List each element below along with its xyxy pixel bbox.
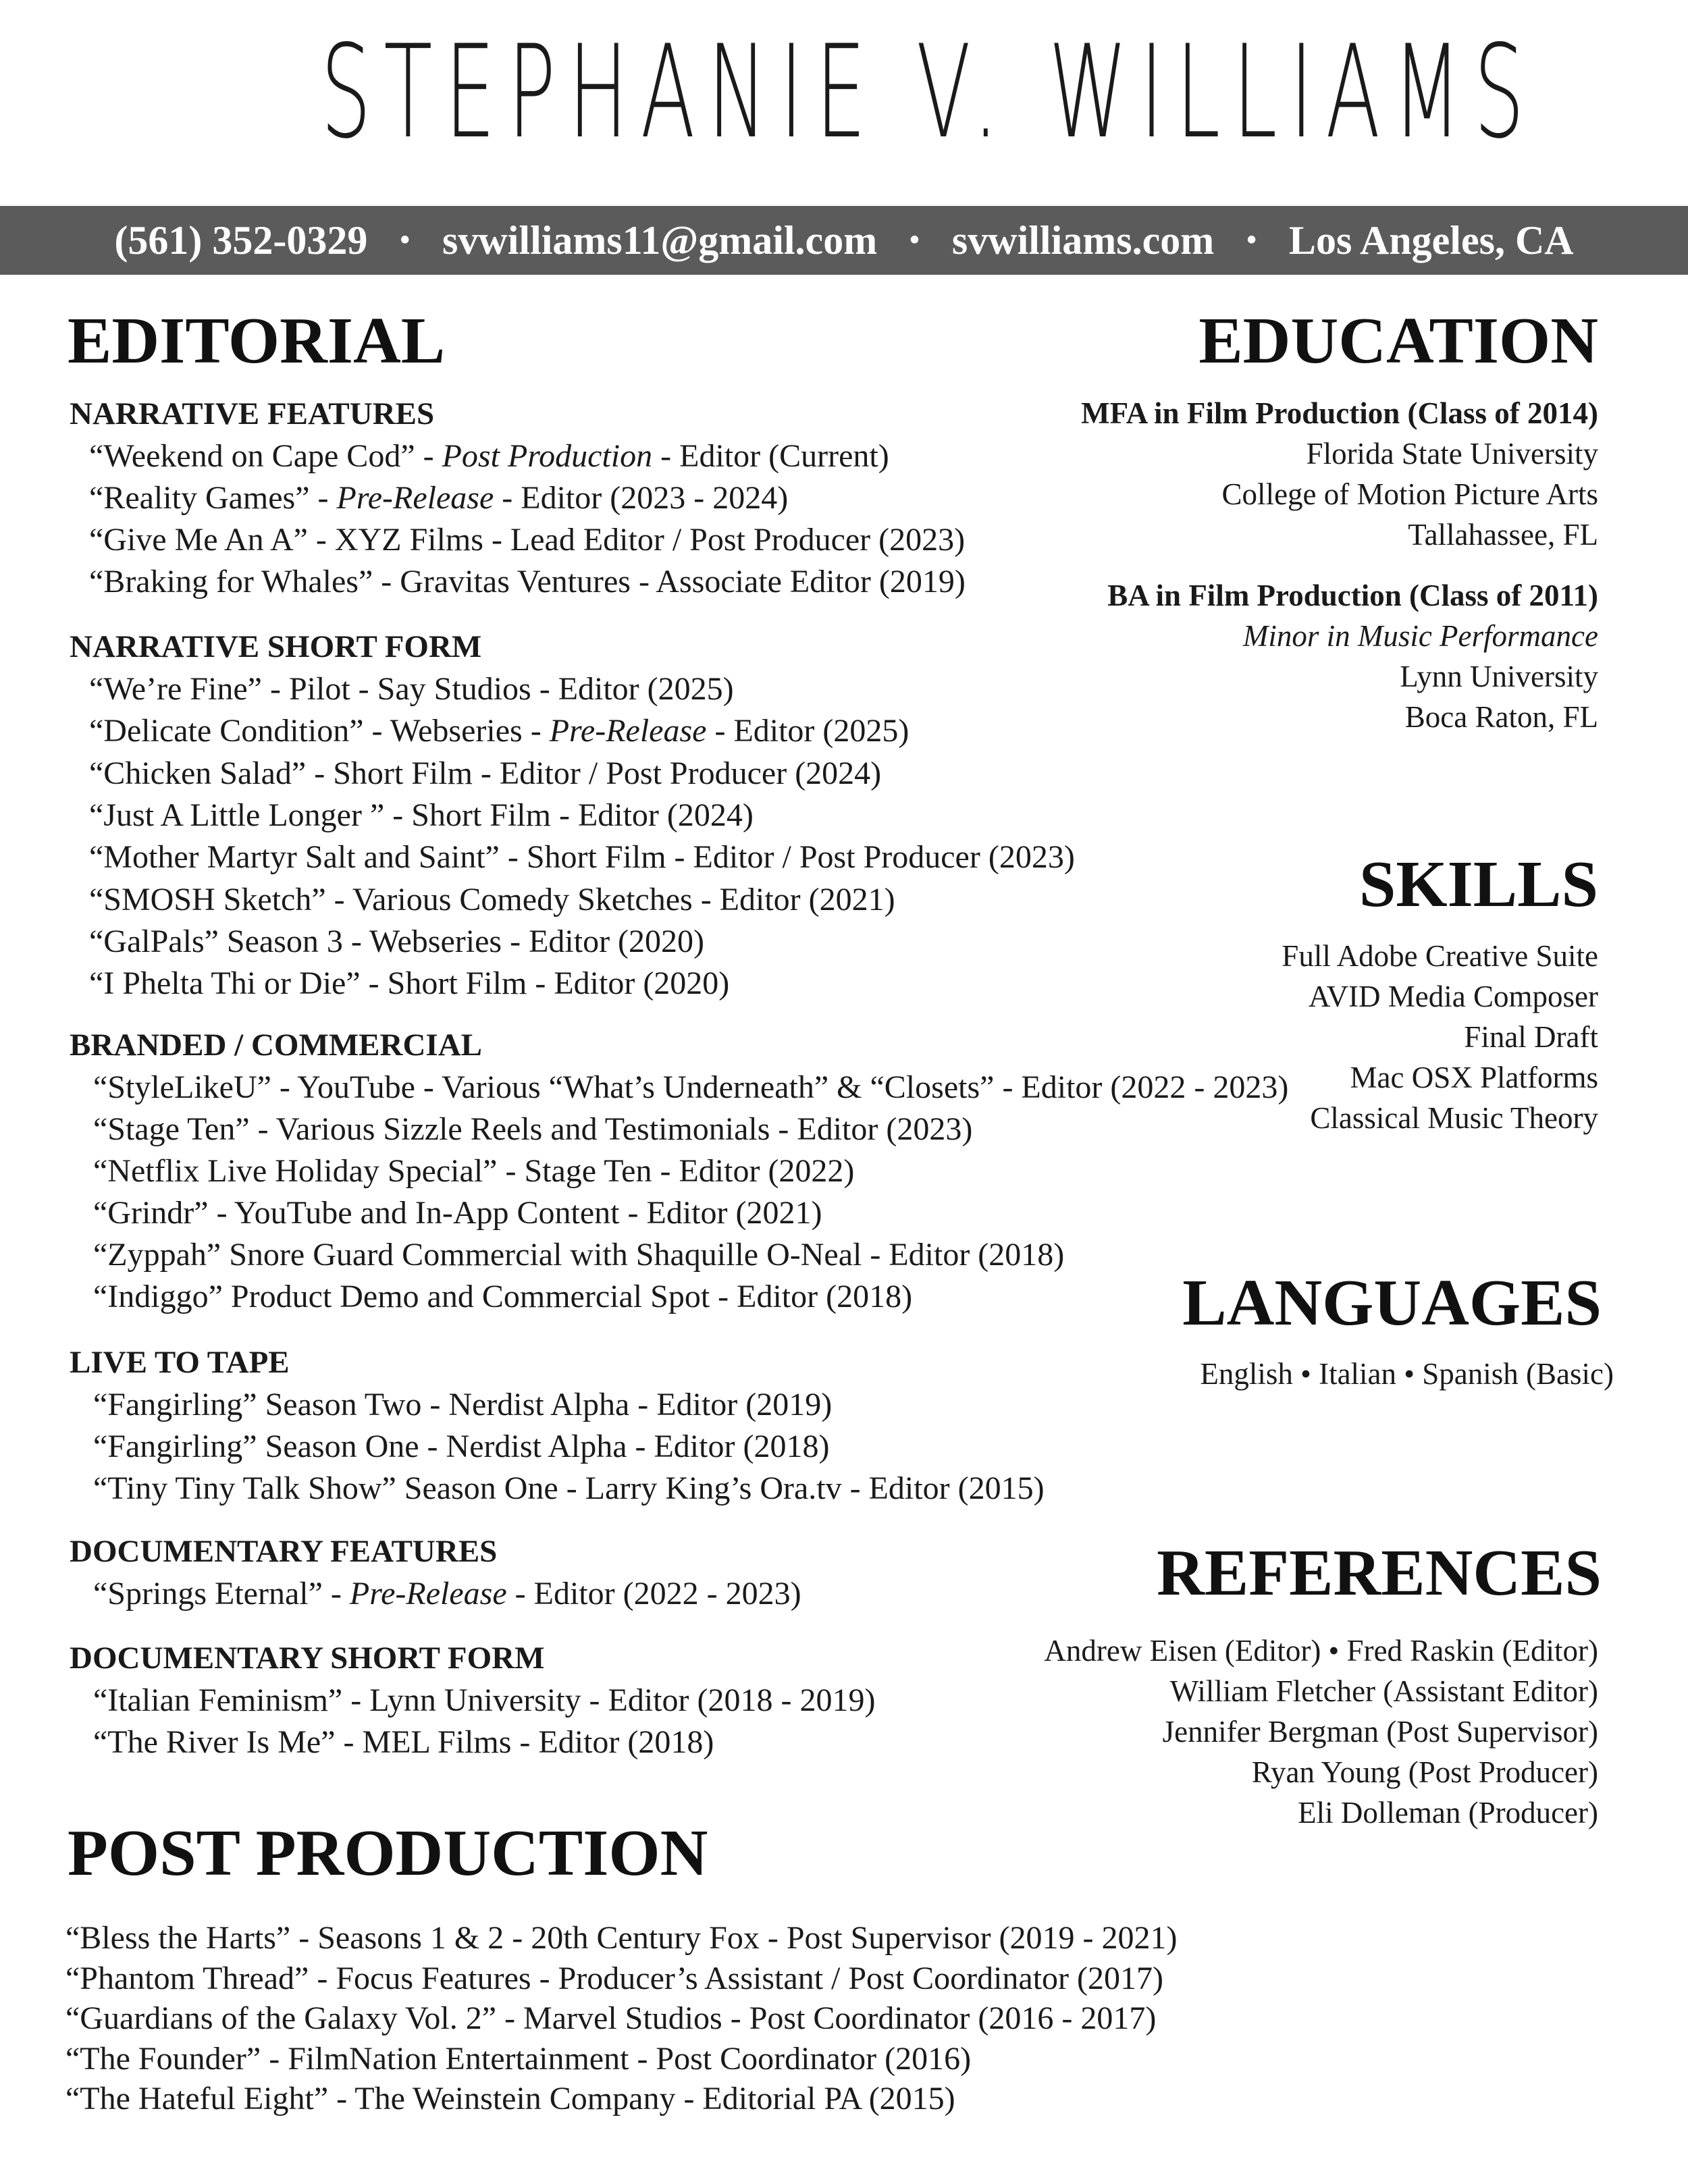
credit-text: “Stage Ten” - Various Sizzle Reels and Testimonials - Editor (2023) (93, 1111, 973, 1147)
mfa-college: College of Motion Picture Arts (1221, 477, 1598, 511)
credit-text-tail: - Editor (Current) (652, 438, 889, 474)
credit-entry (89, 795, 754, 836)
mfa-city: Tallahassee, FL (1408, 518, 1598, 552)
mfa-block (1081, 393, 1598, 555)
credit-text: “Netflix Live Holiday Special” - Stage Ten - Editor (2022) (93, 1153, 855, 1189)
credit-text: “Fangirling” Season One - Nerdist Alpha - Editor (2018) (93, 1429, 830, 1464)
credit-entry (93, 1384, 832, 1426)
ba-block (1107, 575, 1598, 737)
separator-bullet: • (400, 225, 411, 256)
separator-bullet: • (1246, 225, 1257, 256)
narrative-short-form-heading: NARRATIVE SHORT FORM (70, 629, 482, 664)
credit-entry (89, 963, 729, 1005)
separator-bullet: • (909, 225, 920, 256)
credit-text: “GalPals” Season 3 - Webseries - Editor (2020) (89, 923, 705, 959)
languages-title: LANGUAGES (1182, 1267, 1602, 1339)
credit-text: “We’re Fine” - Pilot - Say Studios - Editor (2025) (89, 671, 734, 707)
skill-item: Mac OSX Platforms (1350, 1061, 1598, 1094)
credit-entry (89, 435, 889, 477)
credit-text: “Grindr” - YouTube and In-App Content - Editor (2021) (93, 1195, 822, 1231)
credit-entry (93, 1680, 875, 1722)
post-production-entry: “Bless the Harts” - Seasons 1 & 2 - 20th Century Fox - Post Supervisor (2019 - 2021) (65, 1920, 1178, 1956)
documentary-features-heading: DOCUMENTARY FEATURES (70, 1534, 498, 1569)
references-list (1044, 1630, 1598, 1833)
post-production-entry: “Guardians of the Galaxy Vol. 2” - Marvel Studios - Post Coordinator (2016 - 2017) (65, 2000, 1157, 2036)
credit-text: “Fangirling” Season Two - Nerdist Alpha - Editor (2019) (93, 1387, 833, 1422)
credit-text: “Braking for Whales” - Gravitas Ventures - Associate Editor (2019) (89, 564, 966, 600)
credit-entry (93, 1276, 912, 1318)
phone-number: (561) 352-0329 (114, 217, 368, 263)
credit-text-tail: - Editor (2025) (706, 713, 909, 749)
post-production-entry: “The Hateful Eight” - The Weinstein Company - Editorial PA (2015) (65, 2081, 955, 2116)
credit-text: “Indiggo” Product Demo and Commercial Spot - Editor (2018) (93, 1279, 913, 1314)
post-production-entry: “Phantom Thread” - Focus Features - Producer’s Assistant / Post Coordinator (2017) (65, 1960, 1163, 1996)
credit-entry (93, 1109, 972, 1150)
ba-degree: BA in Film Production (Class of 2011) (1107, 579, 1598, 612)
credit-entry (89, 836, 1075, 878)
credit-text: “Just A Little Longer ” - Short Film - Editor (2024) (89, 797, 754, 833)
email-address[interactable]: svwilliams11@gmail.com (442, 217, 878, 263)
credit-text: “Tiny Tiny Talk Show” Season One - Larry King’s Ora.tv - Editor (2015) (93, 1470, 1045, 1506)
reference-item: William Fletcher (Assistant Editor) (1169, 1674, 1598, 1708)
skills-title: SKILLS (1359, 848, 1598, 921)
post-production-title: POST PRODUCTION (68, 1817, 708, 1890)
credit-text: “Mother Martyr Salt and Saint” - Short Film - Editor / Post Producer (2023) (89, 839, 1075, 876)
references-title: REFERENCES (1157, 1537, 1602, 1609)
credit-text: “Reality Games” - (89, 480, 337, 516)
reference-item: Ryan Young (Post Producer) (1251, 1755, 1598, 1789)
resume-name: STEPHANIE V. WILLIAMS (321, 18, 1537, 167)
credit-status: Pre-Release (336, 480, 494, 516)
credit-text: “Chicken Salad” - Short Film - Editor / Post Producer (2024) (89, 755, 882, 791)
education-title: EDUCATION (1198, 304, 1598, 377)
location: Los Angeles, CA (1288, 217, 1574, 263)
reference-item: Jennifer Bergman (Post Supervisor) (1162, 1715, 1598, 1749)
credit-entry (93, 1426, 829, 1468)
ba-school: Lynn University (1400, 660, 1598, 693)
credit-entry (93, 1067, 1288, 1109)
credit-text: “Zyppah” Snore Guard Commercial with Shaquille O-Neal - Editor (2018) (93, 1237, 1065, 1273)
documentary-short-form-heading: DOCUMENTARY SHORT FORM (70, 1641, 545, 1676)
ba-city: Boca Raton, FL (1404, 700, 1598, 734)
credit-entry (93, 1150, 854, 1192)
credit-status: Pre-Release (549, 713, 707, 749)
credit-text-tail: - Editor (2022 - 2023) (506, 1576, 801, 1612)
credit-text: “Italian Feminism” - Lynn University - Editor (2018 - 2019) (93, 1682, 876, 1718)
credit-text: “Springs Eternal” - (93, 1576, 350, 1612)
ba-minor: Minor in Music Performance (1242, 619, 1598, 653)
credit-text-tail: - Editor (2023 - 2024) (494, 480, 789, 516)
credit-entry (89, 710, 909, 752)
live-to-tape-heading: LIVE TO TAPE (70, 1345, 290, 1380)
credit-entry (93, 1722, 714, 1763)
skill-item: Classical Music Theory (1310, 1101, 1598, 1135)
credit-entry (93, 1468, 1045, 1510)
credit-text: “StyleLikeU” - YouTube - Various “What’s Underneath” & “Closets” - Editor (2022 - 2023) (93, 1069, 1289, 1105)
credit-text: “SMOSH Sketch” - Various Comedy Sketches - Editor (2021) (89, 881, 895, 917)
mfa-degree: MFA in Film Production (Class of 2014) (1081, 396, 1598, 430)
skill-item: Full Adobe Creative Suite (1282, 939, 1598, 973)
credit-entry (89, 879, 895, 921)
credit-entry (93, 1234, 1064, 1276)
credit-entry (89, 561, 966, 603)
credit-entry (93, 1192, 822, 1234)
credit-entry (89, 668, 734, 710)
credit-entry (93, 1573, 801, 1615)
credit-entry (89, 753, 881, 795)
credit-text: “I Phelta Thi or Die” - Short Film - Editor (2020) (89, 965, 730, 1002)
skill-item: AVID Media Composer (1308, 980, 1598, 1013)
skills-list (1282, 936, 1598, 1138)
reference-item: Andrew Eisen (Editor) • Fred Raskin (Editor) (1044, 1634, 1598, 1668)
website-link[interactable]: svwilliams.com (951, 217, 1215, 263)
credit-status: Pre-Release (349, 1576, 507, 1612)
credit-entry (89, 477, 788, 519)
reference-item: Eli Dolleman (Producer) (1298, 1796, 1598, 1830)
credit-entry (89, 519, 965, 561)
mfa-school: Florida State University (1306, 437, 1598, 471)
editorial-title: EDITORIAL (68, 304, 446, 377)
credit-text: “Give Me An A” - XYZ Films - Lead Editor / Post Producer (2023) (89, 522, 966, 558)
credit-text: “The River Is Me” - MEL Films - Editor (2018) (93, 1724, 714, 1760)
credit-text: “Weekend on Cape Cod” - (89, 438, 442, 474)
credit-text: “Delicate Condition” - Webseries - (89, 713, 550, 749)
branded-commercial-heading: BRANDED / COMMERCIAL (70, 1028, 482, 1063)
languages-text: English • Italian • Spanish (Basic) (1200, 1357, 1614, 1391)
credit-entry (89, 921, 704, 963)
post-production-entry: “The Founder” - FilmNation Entertainment - Post Coordinator (2016) (65, 2040, 972, 2077)
skill-item: Final Draft (1464, 1020, 1598, 1054)
credit-status: Post Production (442, 438, 653, 474)
contact-bar (0, 206, 1688, 275)
narrative-features-heading: NARRATIVE FEATURES (70, 396, 435, 431)
